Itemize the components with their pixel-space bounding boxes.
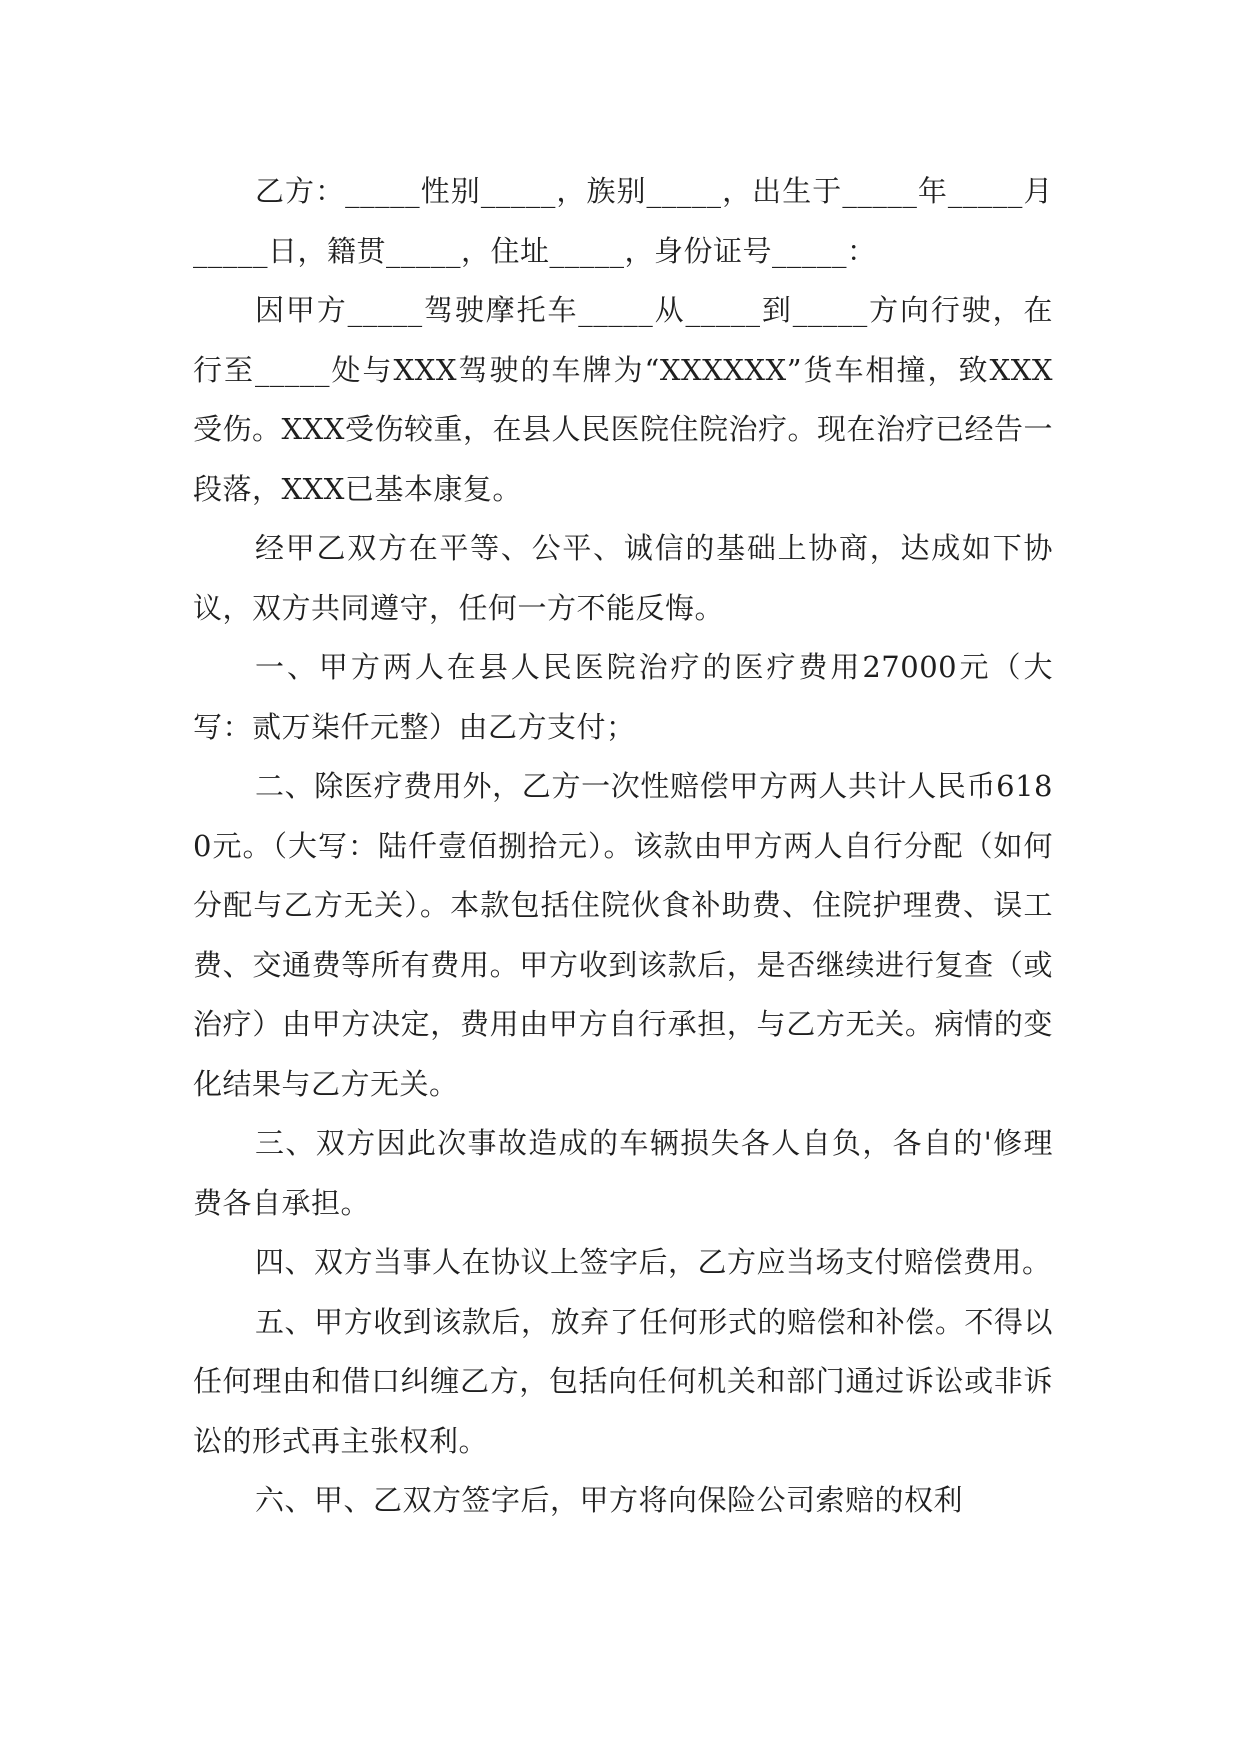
accident-description-paragraph: 因甲方_____驾驶摩托车_____从_____到_____方向行驶，在行至_____处与XXX驾驶的车牌为“XXXXXX”货车相撞，致XXX受伤。XXX受伤较重，在县人民医院住院治疗。现在治疗已经告一段落，XXX已基本康复。 <box>193 293 1053 506</box>
party-b-info-paragraph: 乙方：_____性别_____，族别_____，出生于_____年_____月_____日，籍贯_____，住址_____，身份证号_____： <box>193 174 1053 268</box>
clause-3-paragraph: 三、双方因此次事故造成的车辆损失各人自负，各自的'修理费各自承担。 <box>193 1126 1053 1220</box>
clause-2-paragraph: 二、除医疗费用外，乙方一次性赔偿甲方两人共计人民币6180元。（大写：陆仟壹佰捌拾元）。该款由甲方两人自行分配（如何分配与乙方无关）。本款包括住院伙食补助费、住院护理费、误工费、交通费等所有费用。甲方收到该款后，是否继续进行复查（或治疗）由甲方决定，费用由甲方自行承担，与乙方无关。病情的变化结果与乙方无关。 <box>193 769 1053 1101</box>
clause-5-paragraph: 五、甲方收到该款后，放弃了任何形式的赔偿和补偿。不得以任何理由和借口纠缠乙方，包括向任何机关和部门通过诉讼或非诉讼的形式再主张权利。 <box>193 1304 1053 1458</box>
agreement-intro-paragraph: 经甲乙双方在平等、公平、诚信的基础上协商，达成如下协议，双方共同遵守，任何一方不能反悔。 <box>193 531 1053 625</box>
document-body <box>193 162 1053 1531</box>
clause-4-paragraph: 四、双方当事人在协议上签字后，乙方应当场支付赔偿费用。 <box>255 1245 1052 1279</box>
clause-6-paragraph: 六、甲、乙双方签字后，甲方将向保险公司索赔的权利 <box>255 1483 964 1517</box>
clause-1-paragraph: 一、甲方两人在县人民医院治疗的医疗费用27000元（大写：贰万柒仟元整）由乙方支付； <box>193 650 1053 744</box>
